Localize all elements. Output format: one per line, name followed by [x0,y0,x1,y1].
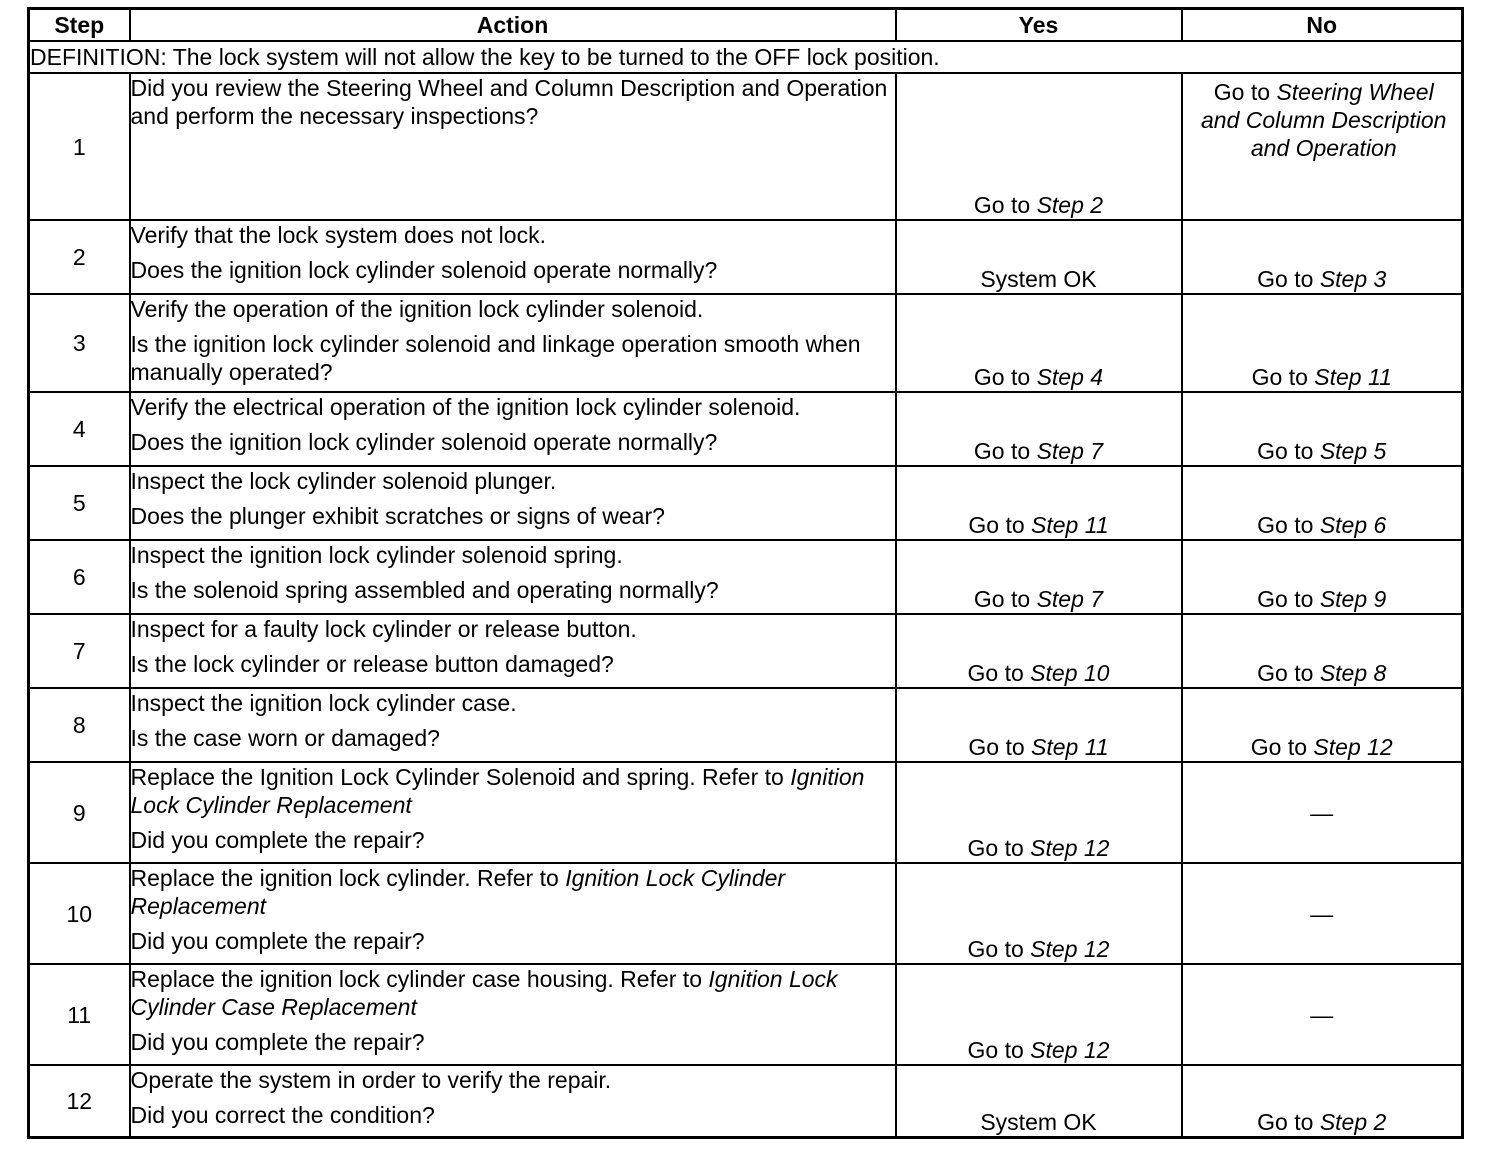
no-cell [1182,73,1463,220]
action-cell [130,73,896,220]
reference-link[interactable]: Ignition Lock Cylinder Replacement [130,764,865,818]
no-cell [1182,614,1463,688]
no-cell: — [1182,863,1463,964]
go-to-label: Go to [967,835,1024,861]
step-number: 5 [29,466,130,540]
go-to-label: Go to [973,192,1031,218]
action-lead: Replace the ignition lock cylinder case housing. Refer to [130,966,702,992]
go-to-label: Go to [1257,266,1314,292]
step-number: 10 [29,863,130,964]
diagnostic-table [27,7,1464,1139]
no-cell [1182,1065,1463,1137]
go-to-label: Go to [1257,1108,1314,1135]
yes-cell [896,294,1182,392]
action-cell [130,614,896,688]
header-no: No [1182,9,1463,42]
step-number: 9 [29,762,130,863]
no-cell: — [1182,964,1463,1065]
action-question: Is the lock cylinder or release button damaged? [130,651,614,677]
step-number: 2 [29,220,130,294]
action-text: Verify that the lock system does not lock. [130,222,546,248]
go-to-label: Go to [1250,734,1308,760]
go-to-label: Go to [1257,586,1314,612]
reference-link[interactable]: Ignition Lock Cylinder Case Replacement [130,966,838,1020]
reference-link[interactable]: Ignition Lock Cylinder Replacement [130,865,786,919]
go-to-label: Go to [1257,660,1314,686]
action-cell [130,1065,896,1137]
diagnostic-document [27,7,1461,1139]
go-to-label: Go to [1213,79,1271,105]
go-to-label: Go to [967,1037,1024,1063]
step-link[interactable]: Step 4 [1036,364,1104,390]
step-link[interactable]: Step 6 [1319,512,1387,538]
go-to-label: Go to [968,512,1025,538]
action-text [131,864,895,920]
step-link[interactable]: Step 8 [1319,660,1387,686]
step-link[interactable]: Step 2 [1036,192,1104,218]
no-cell: — [1182,762,1463,863]
no-cell [1182,688,1463,762]
go-to-label: Go to [967,660,1024,686]
table-row [29,73,1463,220]
action-text: Verify the operation of the ignition lock cylinder solenoid. [130,296,704,322]
go-to-label: Go to [968,734,1025,760]
step-number: 12 [29,1065,130,1137]
table-row [29,762,1463,863]
definition-row [29,41,1463,73]
go-to-label: Go to [967,936,1024,962]
action-cell [130,762,896,863]
action-cell [130,392,896,466]
action-question: Did you complete the repair? [130,1029,425,1055]
step-link[interactable]: Step 12 [1313,734,1393,760]
action-text: Verify the electrical operation of the ignition lock cylinder solenoid. [130,394,801,420]
action-cell [130,964,896,1065]
step-link[interactable]: Step 5 [1319,438,1387,464]
yes-cell [896,863,1182,964]
go-to-label: Go to [1257,438,1314,464]
action-question: Does the ignition lock cylinder solenoid operate normally? [130,257,718,283]
action-text [131,965,895,1021]
yes-cell [896,762,1182,863]
step-link[interactable]: Step 12 [1030,936,1110,962]
go-to-label: Go to [973,586,1031,612]
action-cell [130,294,896,392]
step-link[interactable]: Step 12 [1030,835,1110,861]
action-question: Did you complete the repair? [130,928,425,954]
step-link[interactable]: Step 10 [1030,660,1110,686]
action-cell [130,688,896,762]
action-cell [130,220,896,294]
yes-cell: System OK [896,1065,1182,1137]
step-number: 8 [29,688,130,762]
step-number: 11 [29,964,130,1065]
action-text [131,763,895,819]
no-cell [1182,220,1463,294]
step-link[interactable]: Step 11 [1314,364,1392,390]
step-link[interactable]: Step 3 [1319,266,1387,292]
table-row [29,220,1463,294]
step-link[interactable]: Step 7 [1036,438,1104,464]
definition-text: DEFINITION: The lock system will not allow the key to be turned to the OFF lock position. [29,41,1463,73]
step-link[interactable]: Step 11 [1031,734,1109,760]
action-question: Did you complete the repair? [130,827,425,853]
step-number: 6 [29,540,130,614]
action-question: Did you correct the condition? [130,1102,435,1128]
action-question: Does the plunger exhibit scratches or signs of wear? [130,503,665,529]
header-row [29,9,1463,42]
action-cell [130,863,896,964]
step-number: 7 [29,614,130,688]
table-row [29,964,1463,1065]
action-question: Is the case worn or damaged? [130,725,440,751]
step-link[interactable]: Step 2 [1319,1108,1387,1135]
table-row [29,863,1463,964]
action-text: Did you review the Steering Wheel and Column Description and Operation and perform the necessary inspections? [130,75,888,129]
action-cell [130,540,896,614]
step-number: 1 [29,73,130,220]
action-text: Inspect the lock cylinder solenoid plunger. [130,468,557,494]
go-to-label: Go to [1251,364,1308,390]
step-link[interactable]: Step 12 [1030,1037,1110,1063]
step-link[interactable]: Step 9 [1319,586,1387,612]
yes-cell [896,392,1182,466]
step-number: 4 [29,392,130,466]
table-row [29,466,1463,540]
reference-link[interactable]: Steering Wheel and Column Description and Operation [1201,79,1447,161]
go-to-label: Go to [973,364,1031,390]
table-row [29,540,1463,614]
no-cell [1182,294,1463,392]
table-row [29,688,1463,762]
yes-cell [896,614,1182,688]
action-text: Inspect the ignition lock cylinder solenoid spring. [130,542,623,568]
no-cell [1182,540,1463,614]
header-action: Action [130,9,896,42]
yes-cell [896,466,1182,540]
step-link[interactable]: Step 7 [1036,586,1104,612]
action-question: Is the solenoid spring assembled and operating normally? [130,577,719,603]
go-to-label: Go to [1257,512,1314,538]
yes-cell: System OK [896,220,1182,294]
action-text: Inspect for a faulty lock cylinder or release button. [130,616,637,642]
action-text: Operate the system in order to verify the repair. [130,1067,612,1093]
action-lead: Replace the ignition lock cylinder. Refer to [130,865,559,891]
no-cell [1182,466,1463,540]
step-number: 3 [29,294,130,392]
table-row [29,614,1463,688]
action-cell [130,466,896,540]
yes-cell [896,688,1182,762]
header-step: Step [29,9,130,42]
table-row [29,294,1463,392]
yes-cell [896,964,1182,1065]
table-row [29,392,1463,466]
yes-cell [896,540,1182,614]
action-question: Does the ignition lock cylinder solenoid operate normally? [130,429,718,455]
header-yes: Yes [896,9,1182,42]
step-link[interactable]: Step 11 [1031,512,1109,538]
action-question: Is the ignition lock cylinder solenoid and linkage operation smooth when manually operated? [130,331,861,385]
table-row [29,1065,1463,1137]
no-cell [1182,392,1463,466]
action-lead: Replace the Ignition Lock Cylinder Solenoid and spring. Refer to [130,764,784,790]
action-text: Inspect the ignition lock cylinder case. [130,690,517,716]
yes-cell [896,73,1182,220]
go-to-label: Go to [973,438,1031,464]
